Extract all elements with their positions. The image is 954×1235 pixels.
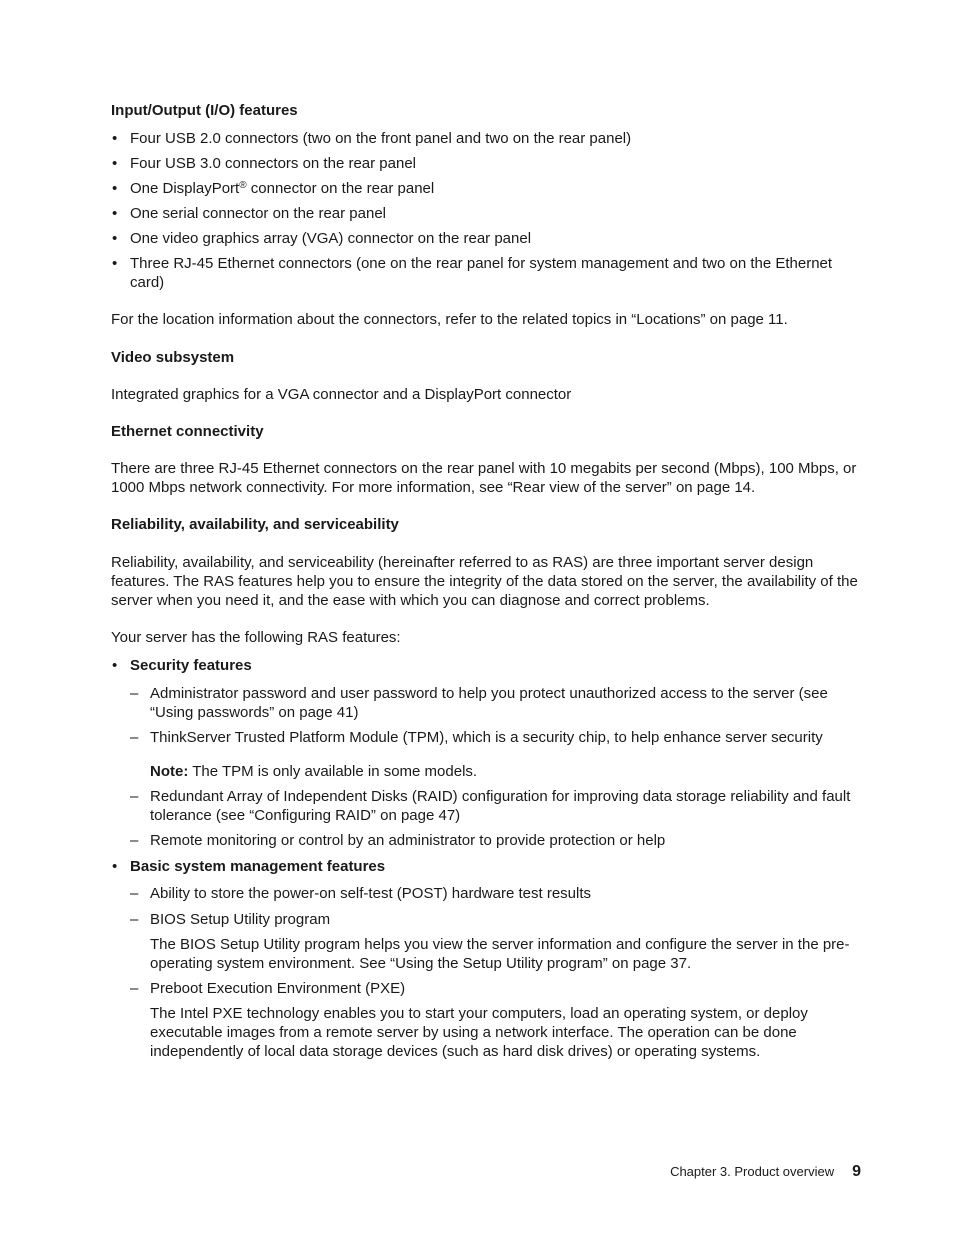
tpm-note xyxy=(150,762,867,781)
displayport-text: One DisplayPort xyxy=(130,180,240,197)
basic-sublist xyxy=(130,884,867,1061)
ras-heading: Reliability, availability, and serviceability xyxy=(111,516,399,533)
ethernet-text: There are three RJ-45 Ethernet connectors on the rear panel with 10 megabits per second (Mbps), 100 Mbps, or 1000 Mbps network connectivity. For more information, see “Rear view of the server” on page 14. xyxy=(111,460,857,496)
security-sublist xyxy=(130,684,867,850)
io-heading: Input/Output (I/O) features xyxy=(111,102,298,119)
list-item: – Redundant Array of Independent Disks (RAID) configuration for improving data storage reliability and fault tolerance (see “Configuring RAID” on page 47) xyxy=(130,787,867,825)
list-item: • Four USB 3.0 connectors on the rear panel xyxy=(111,154,867,173)
pxe-title: Preboot Execution Environment (PXE) xyxy=(150,980,406,997)
ras-features-list xyxy=(111,656,867,1061)
list-item xyxy=(130,728,867,781)
list-item: • Three RJ-45 Ethernet connectors (one on the rear panel for system management and two on the Ethernet card) xyxy=(111,254,867,292)
list-item: • One serial connector on the rear panel xyxy=(111,204,867,223)
note-text: The TPM is only available in some models. xyxy=(188,763,478,780)
basic-management-item xyxy=(111,857,867,1061)
registered-mark: ® xyxy=(239,180,247,191)
video-text: Integrated graphics for a VGA connector and a DisplayPort connector xyxy=(111,386,572,403)
list-item: • Four USB 2.0 connectors (two on the front panel and two on the rear panel) xyxy=(111,129,867,148)
list-item xyxy=(130,979,867,1061)
video-heading: Video subsystem xyxy=(111,349,235,366)
location-note: For the location information about the connectors, refer to the related topics in “Locations” on page 11. xyxy=(111,311,788,328)
list-item xyxy=(130,910,867,973)
io-list xyxy=(111,129,867,292)
pxe-description: The Intel PXE technology enables you to start your computers, load an operating system, or deploy executable images from a remote server by using a network interface. The operation can be done independently of local data storage devices (such as hard disk drives) or operating systems. xyxy=(150,1005,808,1060)
list-item: – Ability to store the power-on self-test (POST) hardware test results xyxy=(130,884,867,903)
list-item xyxy=(111,179,867,198)
ras-lead: Your server has the following RAS features: xyxy=(111,629,401,646)
page-content xyxy=(111,101,867,1061)
note-label: Note: xyxy=(150,763,189,780)
tpm-text: ThinkServer Trusted Platform Module (TPM), which is a security chip, to help enhance server security xyxy=(150,729,823,746)
page-footer xyxy=(670,1162,861,1182)
list-item: – Administrator password and user password to help you protect unauthorized access to the server (see “Using passwords” on page 41) xyxy=(130,684,867,722)
ethernet-heading: Ethernet connectivity xyxy=(111,423,264,440)
bios-description: The BIOS Setup Utility program helps you view the server information and configure the server in the pre-operating system environment. See “Using the Setup Utility program” on page 37. xyxy=(150,936,850,972)
bios-title: BIOS Setup Utility program xyxy=(150,911,331,928)
ras-intro: Reliability, availability, and serviceability (hereinafter referred to as RAS) are three important server design features. The RAS features help you to ensure the integrity of the data stored on the server, the availability of the server when you need it, and the ease with which you can diagnose and correct problems. xyxy=(111,554,858,609)
security-features-title: Security features xyxy=(130,657,252,674)
page-number: 9 xyxy=(852,1163,861,1180)
basic-management-title: Basic system management features xyxy=(130,858,386,875)
list-item: – Remote monitoring or control by an administrator to provide protection or help xyxy=(130,831,867,850)
list-item: • One video graphics array (VGA) connector on the rear panel xyxy=(111,229,867,248)
displayport-rest: connector on the rear panel xyxy=(246,180,435,197)
security-features-item xyxy=(111,656,867,850)
chapter-label: Chapter 3. Product overview xyxy=(670,1164,835,1179)
